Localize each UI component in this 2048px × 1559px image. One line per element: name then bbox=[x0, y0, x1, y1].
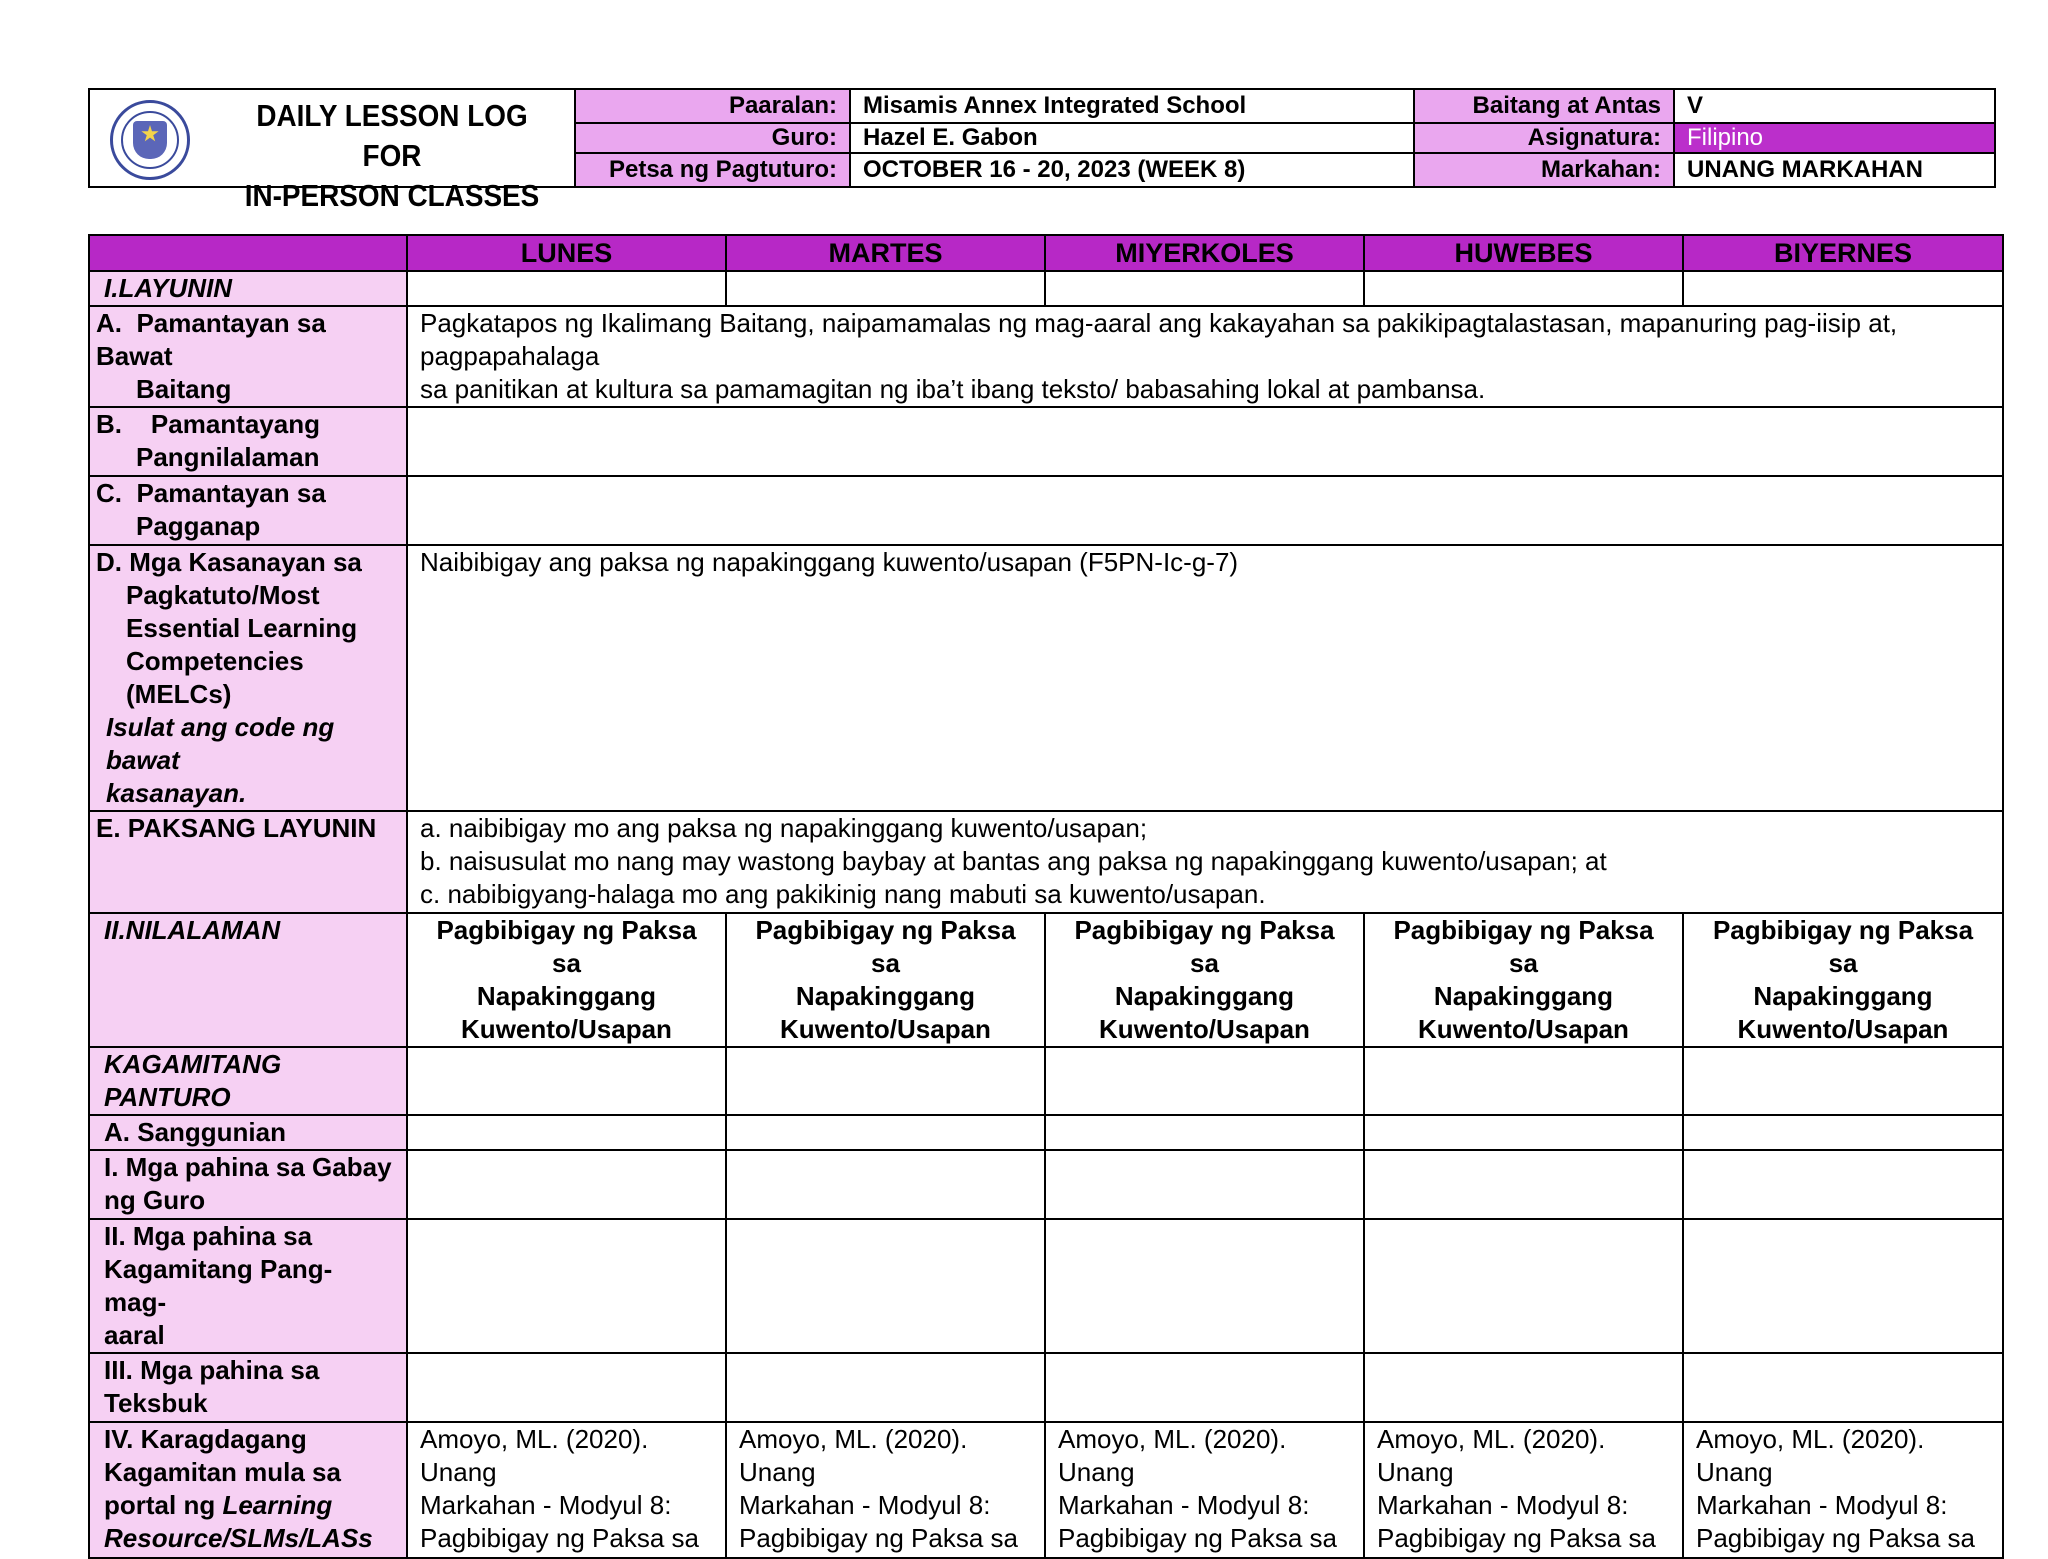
table-row bbox=[89, 1115, 2003, 1150]
row-label-a: A. Pamantayan sa Bawat Baitang bbox=[89, 306, 407, 407]
day-header: MIYERKOLES bbox=[1045, 235, 1364, 271]
subject-value: Filipino bbox=[1675, 124, 1994, 154]
empty-cell bbox=[1364, 1353, 1683, 1422]
empty-cell bbox=[1045, 271, 1364, 306]
empty-cell bbox=[407, 1047, 726, 1115]
date-value: OCTOBER 16 - 20, 2023 (WEEK 8) bbox=[851, 154, 1415, 186]
empty-cell bbox=[1683, 1219, 2003, 1353]
empty-cell bbox=[407, 1150, 726, 1219]
topic-cell: Pagbibigay ng Paksa sa Napakinggang Kuwento/Usapan bbox=[407, 913, 726, 1047]
section-nilalaman: II.NILALAMAN bbox=[89, 913, 407, 1047]
reference-cell: Amoyo, ML. (2020). Unang Markahan - Modyul 8: Pagbibigay ng Paksa sa bbox=[1683, 1422, 2003, 1558]
empty-cell bbox=[726, 1115, 1045, 1150]
quarter-value: UNANG MARKAHAN bbox=[1687, 156, 1923, 183]
reference-cell: Amoyo, ML. (2020). Unang Markahan - Modyul 8: Pagbibigay ng Paksa sa bbox=[1045, 1422, 1364, 1558]
header-title-area bbox=[90, 90, 576, 213]
reference-cell: Amoyo, ML. (2020). Unang Markahan - Modyul 8: Pagbibigay ng Paksa sa bbox=[407, 1422, 726, 1558]
table-row bbox=[89, 913, 2003, 1047]
empty-cell bbox=[407, 407, 2003, 476]
empty-cell bbox=[407, 1219, 726, 1353]
objectives-text: a. naibibigay mo ang paksa ng napakinggang kuwento/usapan; b. naisusulat mo nang may wastong baybay at bantas ang paksa ng napakinggang kuwento/usapan; at c. nabibigyang-halaga mo ang pakikinig nang mabuti sa kuwento/usapan. bbox=[407, 811, 2003, 913]
topic-cell: Pagbibigay ng Paksa sa Napakinggang Kuwento/Usapan bbox=[1364, 913, 1683, 1047]
row-label-c: C. Pamantayan sa Pagganap bbox=[89, 476, 407, 545]
deped-seal-icon bbox=[110, 100, 190, 180]
table-row bbox=[89, 1422, 2003, 1558]
empty-cell bbox=[726, 271, 1045, 306]
reference-cell: Amoyo, ML. (2020). Unang Markahan - Modyul 8: Pagbibigay ng Paksa sa bbox=[726, 1422, 1045, 1558]
table-row bbox=[89, 811, 2003, 913]
corner-cell bbox=[89, 235, 407, 271]
table-row bbox=[89, 1353, 2003, 1422]
empty-cell bbox=[407, 1353, 726, 1422]
row-label-karagdagang-kagamitan: IV. Karagdagang Kagamitan mula sa portal ng Learning Resource/SLMs/LASs bbox=[89, 1422, 407, 1558]
empty-cell bbox=[1045, 1219, 1364, 1353]
empty-cell bbox=[726, 1353, 1045, 1422]
table-row bbox=[89, 476, 2003, 545]
competency-text: Naibibigay ang paksa ng napakinggang kuwento/usapan (F5PN-Ic-g-7) bbox=[407, 545, 2003, 811]
row-label-sanggunian: A. Sanggunian bbox=[89, 1115, 407, 1150]
empty-cell bbox=[726, 1150, 1045, 1219]
lesson-table bbox=[88, 234, 2004, 1559]
empty-cell bbox=[1364, 1115, 1683, 1150]
table-row bbox=[89, 1047, 2003, 1115]
topic-cell: Pagbibigay ng Paksa sa Napakinggang Kuwento/Usapan bbox=[1045, 913, 1364, 1047]
empty-cell bbox=[1364, 271, 1683, 306]
section-layunin: I.LAYUNIN bbox=[89, 271, 407, 306]
empty-cell bbox=[407, 476, 2003, 545]
header-fields bbox=[576, 90, 1994, 186]
empty-cell bbox=[726, 1219, 1045, 1353]
grade-value: V bbox=[1675, 90, 1994, 124]
empty-cell bbox=[1045, 1353, 1364, 1422]
day-header: LUNES bbox=[407, 235, 726, 271]
standard-text: Pagkatapos ng Ikalimang Baitang, naipamamalas ng mag-aaral ang kakayahan sa pakikipagtalastasan, mapanuring pag-iisip at, pagpapahalaga sa panitikan at kultura sa pamamagitan ng iba’t ibang teksto/ babasahing lokal at pambansa. bbox=[407, 306, 2003, 407]
topic-cell: Pagbibigay ng Paksa sa Napakinggang Kuwento/Usapan bbox=[726, 913, 1045, 1047]
school-value: Misamis Annex Integrated School bbox=[851, 90, 1415, 124]
row-label-teksbuk: III. Mga pahina sa Teksbuk bbox=[89, 1353, 407, 1422]
empty-cell bbox=[1683, 1353, 2003, 1422]
empty-cell bbox=[1364, 1047, 1683, 1115]
empty-cell bbox=[407, 1115, 726, 1150]
table-header-row bbox=[89, 235, 2003, 271]
day-header: MARTES bbox=[726, 235, 1045, 271]
empty-cell bbox=[1683, 1150, 2003, 1219]
table-row bbox=[89, 1219, 2003, 1353]
teacher-label: Guro: bbox=[576, 124, 851, 154]
empty-cell bbox=[407, 271, 726, 306]
date-label: Petsa ng Pagtuturo: bbox=[576, 154, 851, 186]
teacher-value: Hazel E. Gabon bbox=[851, 124, 1415, 154]
row-label-gabay-guro: I. Mga pahina sa Gabay ng Guro bbox=[89, 1150, 407, 1219]
grade-label: Baitang at Antas bbox=[1415, 90, 1675, 124]
empty-cell bbox=[1683, 271, 2003, 306]
row-label-e: E. PAKSANG LAYUNIN bbox=[89, 811, 407, 913]
empty-cell bbox=[1045, 1047, 1364, 1115]
empty-cell bbox=[1683, 1047, 2003, 1115]
row-label-kagamitang-mag-aaral: II. Mga pahina sa Kagamitang Pang-mag- aaral bbox=[89, 1219, 407, 1353]
day-header: HUWEBES bbox=[1364, 235, 1683, 271]
empty-cell bbox=[726, 1047, 1045, 1115]
document-title bbox=[230, 96, 554, 216]
empty-cell bbox=[1364, 1150, 1683, 1219]
table-row bbox=[89, 407, 2003, 476]
row-label-d: D. Mga Kasanayan sa Pagkatuto/Most Essential Learning Competencies (MELCs) Isulat ang code ng bawat kasanayan. bbox=[89, 545, 407, 811]
topic-cell: Pagbibigay ng Paksa sa Napakinggang Kuwento/Usapan bbox=[1683, 913, 2003, 1047]
table-row bbox=[89, 1150, 2003, 1219]
title-line-1: DAILY LESSON LOG FOR bbox=[256, 98, 528, 173]
empty-cell bbox=[1364, 1219, 1683, 1353]
table-row bbox=[89, 306, 2003, 407]
empty-cell bbox=[1683, 1115, 2003, 1150]
title-line-2: IN-PERSON CLASSES bbox=[244, 178, 540, 213]
day-header: BIYERNES bbox=[1683, 235, 2003, 271]
header-block bbox=[88, 88, 1996, 213]
table-row bbox=[89, 271, 2003, 306]
subject-label: Asignatura: bbox=[1415, 124, 1675, 154]
empty-cell bbox=[1045, 1150, 1364, 1219]
row-label-b: B. Pamantayang Pangnilalaman bbox=[89, 407, 407, 476]
empty-cell bbox=[1045, 1115, 1364, 1150]
quarter-label: Markahan: bbox=[1415, 154, 1675, 186]
school-label: Paaralan: bbox=[576, 90, 851, 124]
reference-cell: Amoyo, ML. (2020). Unang Markahan - Modyul 8: Pagbibigay ng Paksa sa bbox=[1364, 1422, 1683, 1558]
table-row bbox=[89, 545, 2003, 811]
section-kagamitan: KAGAMITANG PANTURO bbox=[89, 1047, 407, 1115]
